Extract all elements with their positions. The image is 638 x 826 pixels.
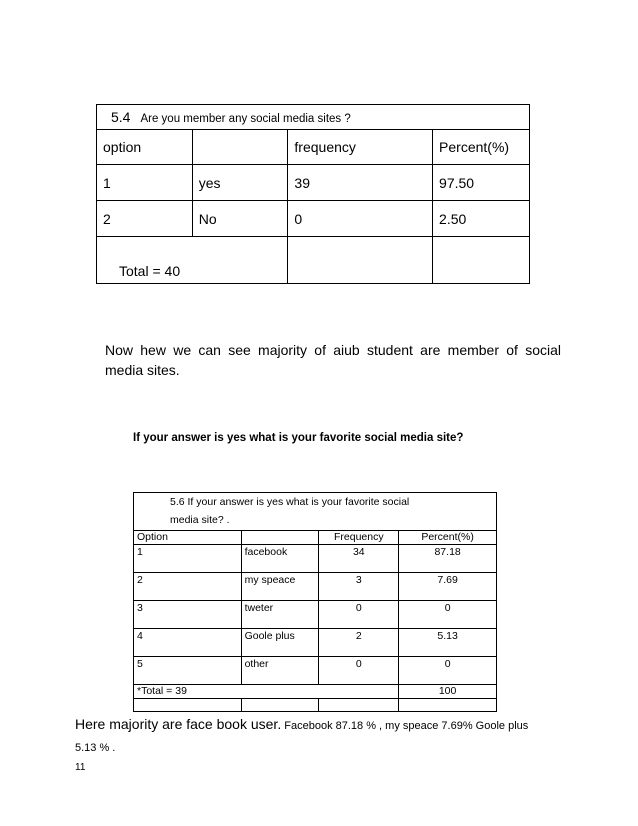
table-cell: 97.50 bbox=[433, 165, 530, 201]
summary-lead: Here majority are face book user. bbox=[75, 716, 282, 732]
table-cell: tweter bbox=[241, 601, 319, 629]
table-cell bbox=[241, 699, 319, 712]
caption-line: media site? . bbox=[170, 514, 230, 526]
table-row bbox=[97, 201, 530, 237]
analysis-paragraph: Now hew we can see majority of aiub student are member of social media sites. bbox=[105, 342, 561, 378]
table-row bbox=[134, 573, 497, 601]
table-cell: 7.69 bbox=[399, 573, 497, 601]
table-header-row bbox=[134, 531, 497, 545]
caption-line: 5.6 If your answer is yes what is your favorite social bbox=[170, 496, 410, 508]
table-cell: 0 bbox=[319, 601, 399, 629]
page-number: 11 bbox=[75, 762, 86, 773]
table-cell: 34 bbox=[319, 545, 399, 573]
table-cell: 0 bbox=[288, 201, 433, 237]
table-cell: 1 bbox=[134, 545, 242, 573]
table-cell: 0 bbox=[399, 657, 497, 685]
total-percent-cell: 100 bbox=[399, 685, 497, 699]
table-cell: 4 bbox=[134, 629, 242, 657]
table-row bbox=[134, 657, 497, 685]
table-cell: No bbox=[192, 201, 288, 237]
table-cell: yes bbox=[192, 165, 288, 201]
total-cell: *Total = 39 bbox=[134, 685, 399, 699]
table-cell: 0 bbox=[319, 657, 399, 685]
table-cell bbox=[319, 699, 399, 712]
summary-paragraph bbox=[75, 714, 545, 758]
header-cell: Frequency bbox=[319, 531, 399, 545]
table-cell: 2 bbox=[319, 629, 399, 657]
table-cell bbox=[134, 699, 242, 712]
table-caption bbox=[97, 105, 530, 130]
question-heading: If your answer is yes what is your favorite social media site? bbox=[133, 432, 464, 444]
header-cell: option bbox=[97, 130, 193, 165]
table-cell: 5 bbox=[134, 657, 242, 685]
table-row bbox=[134, 545, 497, 573]
table-cell: other bbox=[241, 657, 319, 685]
table-cell: 87.18 bbox=[399, 545, 497, 573]
table-cell: 2.50 bbox=[433, 201, 530, 237]
table-cell: 3 bbox=[134, 601, 242, 629]
table-cell: 2 bbox=[134, 573, 242, 601]
table-cell bbox=[288, 237, 433, 284]
header-cell: Percent(%) bbox=[399, 531, 497, 545]
table-empty-row bbox=[134, 699, 497, 712]
table-cell: 0 bbox=[399, 601, 497, 629]
table-title: Are you member any social media sites ? bbox=[140, 113, 351, 125]
table-cell: my speace bbox=[241, 573, 319, 601]
table-number: 5.4 bbox=[111, 109, 131, 125]
table-cell: 3 bbox=[319, 573, 399, 601]
header-cell: frequency bbox=[288, 130, 433, 165]
table-caption bbox=[134, 493, 497, 531]
table-cell bbox=[433, 237, 530, 284]
summary-detail: Facebook 87.18 % , my speace 7.69% Goole plus 5.13 % . bbox=[75, 720, 529, 754]
table-row bbox=[97, 165, 530, 201]
member-social-media-table bbox=[96, 104, 530, 284]
table-total-row bbox=[134, 685, 497, 699]
table-cell: 2 bbox=[97, 201, 193, 237]
header-cell: Percent(%) bbox=[433, 130, 530, 165]
header-cell bbox=[192, 130, 288, 165]
table-cell: Goole plus bbox=[241, 629, 319, 657]
total-cell: Total = 40 bbox=[97, 237, 288, 284]
table-cell: 39 bbox=[288, 165, 433, 201]
table-header-row bbox=[97, 130, 530, 165]
table-row bbox=[134, 629, 497, 657]
header-cell bbox=[241, 531, 319, 545]
table-row bbox=[134, 601, 497, 629]
table-cell: 1 bbox=[97, 165, 193, 201]
header-cell: Option bbox=[134, 531, 242, 545]
table-cell: 5.13 bbox=[399, 629, 497, 657]
table-total-row bbox=[97, 237, 530, 284]
favorite-social-media-table bbox=[133, 492, 497, 712]
table-cell: facebook bbox=[241, 545, 319, 573]
table-cell bbox=[399, 699, 497, 712]
